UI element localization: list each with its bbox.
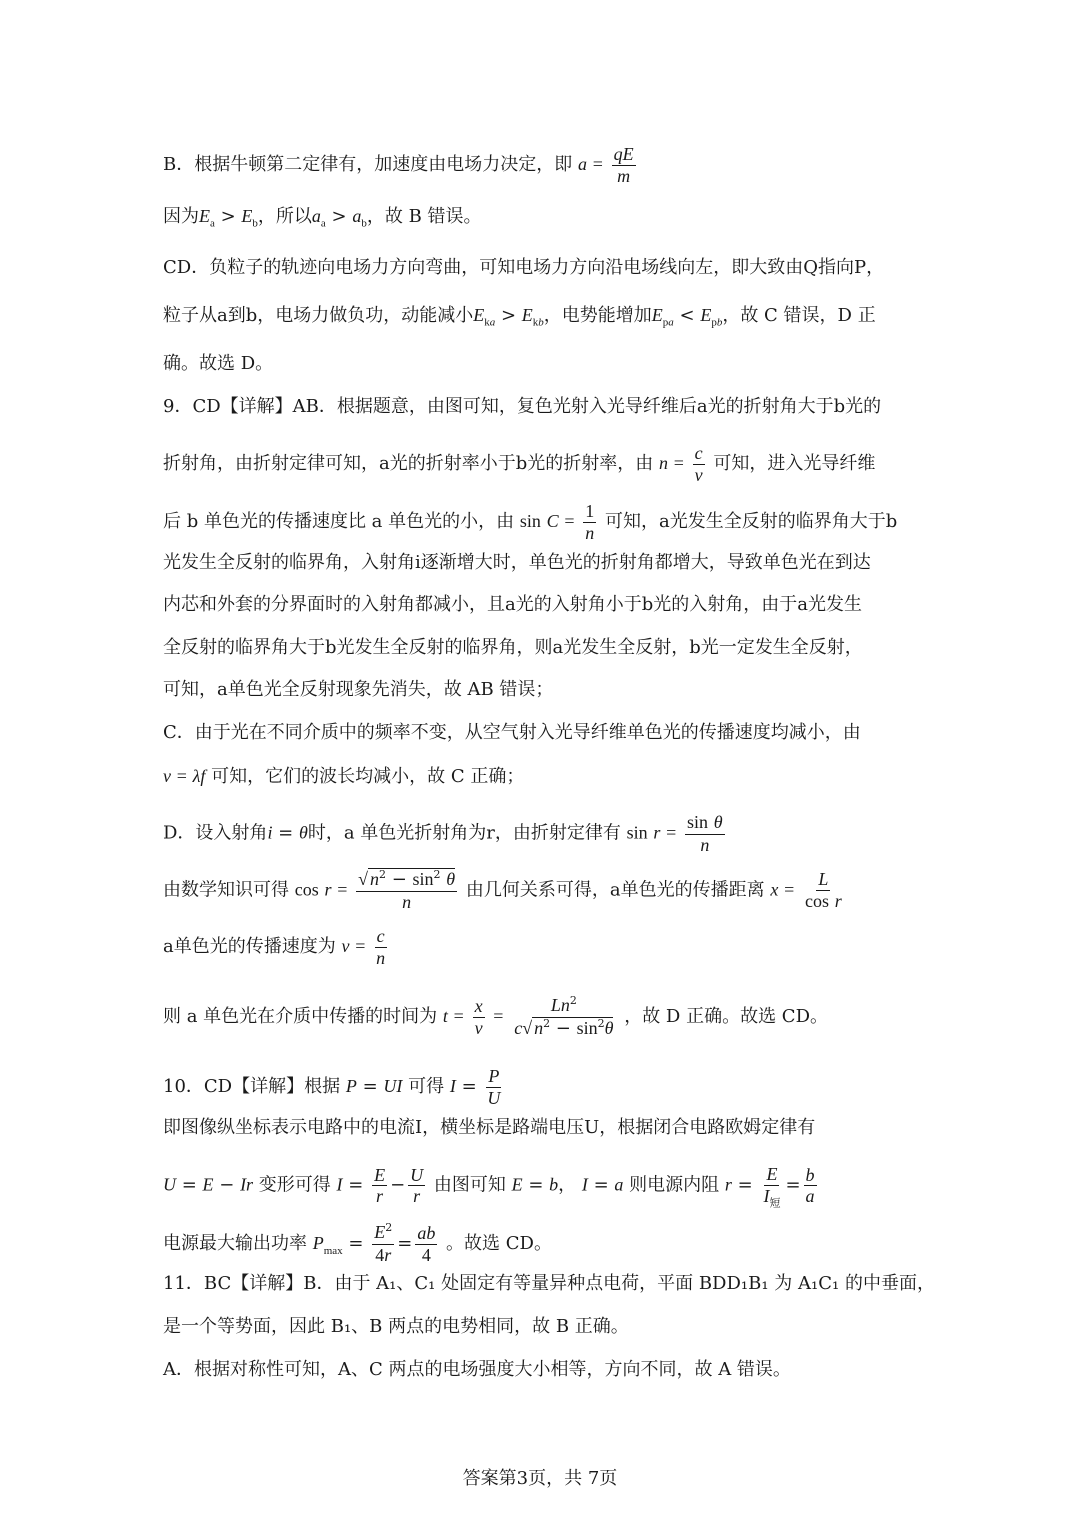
line-choose-d: 确。故选 D。 — [163, 353, 274, 374]
line-q10-header: 10．CD【详解】根据 P = UI 可得 I = $\frac{P}{U}$ — [163, 1066, 501, 1108]
line-critical-angle: 后 b 单色光的传播速度比 a 单色光的小，由 sin C = $\frac{1}{n}$ 可知，a光发生全反射的临界角大于b — [163, 501, 898, 543]
line-c-frequency: C．由于光在不同介质中的频率不变，从空气射入光导纤维单色光的传播速度均减小，由 — [163, 722, 861, 743]
line-symmetry: A．根据对称性可知，A、C 两点的电场强度大小相等，方向不同，故 A 错误。 — [163, 1359, 791, 1380]
formula-v-c-n: $\frac{c}{n}$ — [376, 926, 386, 968]
line-cd-trajectory: CD．负粒子的轨迹向电场力方向弯曲，可知电场力方向沿电场线向左，即大致由Q指向P， — [163, 257, 885, 278]
line-field-compare: 因为$E_a > E_b$，所以$a_a > a_b$，故 B 错误。 — [163, 206, 482, 230]
formula-a-qE-m: $\frac{qE}{m}$ — [613, 144, 634, 186]
line-ab-wrong: 可知，a单色光全反射现象先消失，故 AB 错误； — [163, 679, 554, 700]
line-q11-header: 11．BC【详解】B．由于 A₁、C₁ 处固定有等量异种点电荷，平面 BDD₁B₁ 为 A₁C₁ 的中垂面， — [163, 1273, 935, 1294]
formula-cosr: $\frac{√ n^2 - \sin^2 \theta}{n}$ — [358, 868, 456, 912]
line-total-reflection: 全反射的临界角大于b光发生全反射的临界角，则a光发生全反射，b光一定发生全反射， — [163, 637, 863, 658]
line-work-energy: 粒子从a到b，电场力做负功，动能减小$E_{ka} > E_{kb}$，电势能增加$E_{pa} < E_{pb}$，故 C 错误，D 正 — [163, 305, 876, 329]
formula-sinr: $\frac{\text{sin θ}}{n}$ — [687, 812, 723, 855]
line-max-power: 电源最大输出功率 $P_{max}$ = $\frac{E^2}{4r}$ = $\frac{ab}{4}$ 。故选 CD。 — [163, 1221, 552, 1265]
line-speed: a单色光的传播速度为 v = $\frac{c}{n}$ — [163, 926, 386, 968]
line-interface: 内芯和外套的分界面时的入射角都减小，且a光的入射角小于b光的入射角，由于a光发生 — [163, 594, 862, 615]
line-refraction: 折射角，由折射定律可知，a光的折射率小于b光的折射率，由 n = $\frac{c}{v}$ 可知，进入光导纤维 — [163, 443, 876, 485]
line-graph-axes: 即图像纵坐标表示电路中的电流I，横坐标是路端电压U，根据闭合电路欧姆定律有 — [163, 1117, 816, 1138]
formula-U-r: $\frac{U}{r}$ — [410, 1164, 424, 1207]
page-footer: 答案第3页，共 7页 — [462, 1468, 618, 1489]
line-q9-header: 9．CD【详解】AB．根据题意，由图可知，复色光射入光导纤维后a光的折射角大于b光的 — [163, 396, 882, 417]
formula-t-full: $\frac{Ln^2}{c√ n^2 - \sin^2\theta}$ — [514, 994, 614, 1039]
formula-E-r: $\frac{E}{r}$ — [374, 1164, 386, 1207]
line-ohm-law: U = E − Ir 变形可得 I = $\frac{E}{r}$ − $\frac{U}{r}$ 由图可知 E = b， I = a 则电源内阻 r = $\frac{E}{I_短}$ = $\frac{b}{a}$ — [163, 1164, 815, 1210]
formula-n-c-v: $\frac{c}{v}$ — [694, 443, 703, 485]
formula-E2-4r: $\frac{E^2}{4r}$ — [374, 1221, 393, 1265]
line-b-newton: B．根据牛顿第二定律有，加速度由电场力决定，即 a = $\frac{qE}{m}$ — [163, 144, 634, 186]
line-wavelength: v = λf 可知，它们的波长均减小，故 C 正确； — [163, 766, 525, 787]
formula-x-L-cosr: $\frac{L}{\text{cos r}}$ — [804, 869, 842, 911]
line-d-incident: D．设入射角i = θ时，a 单色光折射角为r，由折射定律有 sin r = $\frac{\text{sin θ}}{n}$ — [163, 812, 723, 855]
line-time: 则 a 单色光在介质中传播的时间为 t = $\frac{x}{v}$ = $\frac{Ln^2}{c√ n^2 - \sin^2\theta}$ ，故 D 正确。故选 CD。 — [163, 994, 829, 1039]
formula-r-E-Ishort: $\frac{E}{I_短}$ — [763, 1164, 781, 1210]
formula-I-P-U: $\frac{P}{U}$ — [487, 1066, 501, 1108]
formula-ab-4: $\frac{ab}{4}$ — [417, 1223, 436, 1265]
formula-b-a: $\frac{b}{a}$ — [805, 1164, 815, 1207]
formula-t-x-v: $\frac{x}{v}$ — [474, 996, 483, 1038]
line-cos-r: 由数学知识可得 cos r = $\frac{√ n^2 - \sin^2 \theta}{n}$ 由几何关系可得，a单色光的传播距离 x = $\frac{L}{\text{cos r}}$ — [163, 868, 842, 912]
line-equipotential: 是一个等势面，因此 B₁、B 两点的电势相同，故 B 正确。 — [163, 1316, 629, 1337]
line-incident-angle: 光发生全反射的临界角，入射角i逐渐增大时，单色光的折射角都增大，导致单色光在到达 — [163, 552, 871, 573]
formula-sinC-1-n: $\frac{1}{n}$ — [585, 501, 595, 543]
